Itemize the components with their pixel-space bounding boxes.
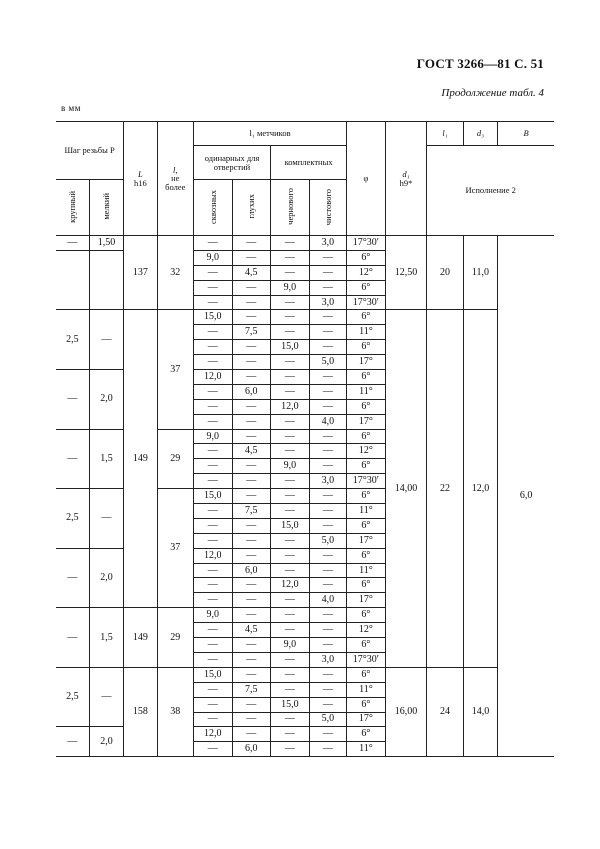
- l1-through-cell: —: [193, 325, 232, 340]
- phi-cell: 11°: [347, 325, 386, 340]
- l1-blind-cell: —: [232, 608, 271, 623]
- l1-rough-cell: —: [271, 548, 310, 563]
- l1-through-cell: —: [193, 652, 232, 667]
- l1-blind-cell: 4,5: [232, 444, 271, 459]
- d1-cell: 12,50: [385, 236, 427, 310]
- l1-through-cell: —: [193, 593, 232, 608]
- l1-finish-cell: —: [309, 399, 347, 414]
- length-L-cell: 137: [124, 236, 157, 310]
- l1-rough-cell: —: [271, 474, 310, 489]
- l1-finish-cell: 5,0: [309, 712, 347, 727]
- l1-finish-cell: —: [309, 280, 347, 295]
- l1-through-cell: —: [193, 414, 232, 429]
- finish-header: чистового: [309, 180, 347, 236]
- phi-cell: 6°: [347, 548, 386, 563]
- table-row: [56, 667, 554, 682]
- length-l-cell: 29: [157, 429, 193, 489]
- rough-header: чернового: [271, 180, 310, 236]
- l1-rough-cell: —: [271, 250, 310, 265]
- l1-through-cell: —: [193, 623, 232, 638]
- fine-header: мелкий: [89, 180, 123, 236]
- l1-finish-cell: —: [309, 340, 347, 355]
- phi-cell: 17°30′: [347, 236, 386, 251]
- phi-cell: 11°: [347, 504, 386, 519]
- l1-through-cell: 15,0: [193, 310, 232, 325]
- phi-cell: 17°: [347, 355, 386, 370]
- l1-finish-cell: 3,0: [309, 295, 347, 310]
- length-l-cell: 37: [157, 489, 193, 608]
- pitch-coarse-cell: —: [56, 370, 89, 430]
- l1-blind-cell: —: [232, 280, 271, 295]
- l1-through-cell: —: [193, 533, 232, 548]
- l1-finish-cell: 3,0: [309, 652, 347, 667]
- l1-blind-cell: —: [232, 667, 271, 682]
- pitch-fine-cell: —: [89, 667, 123, 727]
- B-cell: 6,0: [498, 236, 554, 757]
- l1-finish-cell: —: [309, 489, 347, 504]
- l1-rough-cell: —: [271, 623, 310, 638]
- l1-rough-cell: —: [271, 652, 310, 667]
- pitch-coarse-cell: 2,5: [56, 667, 89, 727]
- l1-finish-cell: 4,0: [309, 593, 347, 608]
- length-L-cell: 158: [124, 667, 157, 756]
- l1-blind-cell: 4,5: [232, 265, 271, 280]
- l1-rough-cell: —: [271, 444, 310, 459]
- l1-blind-cell: —: [232, 727, 271, 742]
- l1-finish-cell: —: [309, 459, 347, 474]
- units-label: в мм: [61, 103, 81, 113]
- phi-cell: 17°30′: [347, 295, 386, 310]
- l1-rough-cell: —: [271, 370, 310, 385]
- l1-through-cell: —: [193, 697, 232, 712]
- l1-finish-cell: 5,0: [309, 355, 347, 370]
- l1-through-cell: —: [193, 682, 232, 697]
- pitch-fine-cell: [89, 250, 123, 310]
- phi-cell: 17°: [347, 593, 386, 608]
- l1-rough-cell: —: [271, 593, 310, 608]
- l1-finish-cell: —: [309, 682, 347, 697]
- l1-through-cell: 9,0: [193, 608, 232, 623]
- l1-rough-cell: —: [271, 355, 310, 370]
- l1-blind-cell: 7,5: [232, 504, 271, 519]
- l1-rough-cell: —: [271, 295, 310, 310]
- d3-cell: 14,0: [463, 667, 497, 756]
- l1-through-cell: —: [193, 399, 232, 414]
- phi-cell: 6°: [347, 727, 386, 742]
- l1-through-cell: —: [193, 265, 232, 280]
- length-l-cell: 37: [157, 310, 193, 429]
- pitch-coarse-cell: —: [56, 236, 89, 251]
- length-L-cell: 149: [124, 608, 157, 668]
- l1-rough-cell: —: [271, 533, 310, 548]
- l1-finish-cell: 3,0: [309, 236, 347, 251]
- d3-cell: 12,0: [463, 310, 497, 667]
- l1-rough-cell: 9,0: [271, 459, 310, 474]
- phi-cell: 6°: [347, 518, 386, 533]
- phi-cell: 17°: [347, 712, 386, 727]
- l1-finish-cell: —: [309, 578, 347, 593]
- coarse-header: крупный: [56, 180, 89, 236]
- phi-cell: 6°: [347, 370, 386, 385]
- pitch-fine-cell: 2,0: [89, 548, 123, 608]
- l1-blind-cell: —: [232, 236, 271, 251]
- l1-blind-cell: —: [232, 489, 271, 504]
- phi-cell: 6°: [347, 310, 386, 325]
- table-row: [56, 310, 554, 325]
- phi-cell: 17°: [347, 533, 386, 548]
- l1-finish-cell: —: [309, 325, 347, 340]
- l1-through-cell: —: [193, 518, 232, 533]
- l1-through-cell: 15,0: [193, 667, 232, 682]
- l1-blind-cell: 6,0: [232, 742, 271, 757]
- l1-rough-cell: —: [271, 563, 310, 578]
- l1-rough-cell: —: [271, 429, 310, 444]
- phi-cell: 12°: [347, 444, 386, 459]
- l1-rough-cell: 9,0: [271, 638, 310, 653]
- l1-through-cell: —: [193, 474, 232, 489]
- l1-rough-cell: —: [271, 489, 310, 504]
- d3-cell: 11,0: [463, 236, 497, 310]
- l1-through-cell: —: [193, 459, 232, 474]
- l1-finish-cell: —: [309, 697, 347, 712]
- l1-through-cell: —: [193, 504, 232, 519]
- l1-finish-cell: —: [309, 429, 347, 444]
- l1-blind-cell: —: [232, 459, 271, 474]
- phi-cell: 11°: [347, 384, 386, 399]
- l1-through-cell: 12,0: [193, 548, 232, 563]
- l1-through-cell: —: [193, 712, 232, 727]
- pitch-coarse-cell: 2,5: [56, 310, 89, 370]
- l1-finish-cell: —: [309, 310, 347, 325]
- l1-finish-cell: —: [309, 250, 347, 265]
- l1-rough-cell: —: [271, 414, 310, 429]
- l1-rough-cell: —: [271, 742, 310, 757]
- l1-blind-cell: —: [232, 414, 271, 429]
- l1-blind-cell: —: [232, 340, 271, 355]
- l1-rough-cell: 15,0: [271, 697, 310, 712]
- l1-through-cell: —: [193, 384, 232, 399]
- l1-finish-cell: 5,0: [309, 533, 347, 548]
- l1-blind-cell: 7,5: [232, 682, 271, 697]
- l1-rough-cell: —: [271, 667, 310, 682]
- l1-finish-cell: —: [309, 548, 347, 563]
- length-l-cell: 32: [157, 236, 193, 310]
- table-row: [56, 236, 554, 251]
- phi-cell: 6°: [347, 280, 386, 295]
- l1-finish-cell: —: [309, 518, 347, 533]
- l1-header: l₁: [427, 122, 463, 146]
- l1-through-cell: —: [193, 638, 232, 653]
- phi-cell: 17°30′: [347, 474, 386, 489]
- l1-rough-cell: —: [271, 384, 310, 399]
- l1-through-cell: 12,0: [193, 370, 232, 385]
- pitch-coarse-cell: 2,5: [56, 489, 89, 549]
- l1-through-cell: —: [193, 355, 232, 370]
- l1-rough-cell: —: [271, 682, 310, 697]
- l1-through-cell: —: [193, 742, 232, 757]
- l1-blind-cell: —: [232, 399, 271, 414]
- l1-finish-cell: —: [309, 563, 347, 578]
- l1-finish-cell: —: [309, 638, 347, 653]
- phi-cell: 6°: [347, 399, 386, 414]
- pitch-coarse-cell: —: [56, 429, 89, 489]
- l1-through-cell: 9,0: [193, 250, 232, 265]
- l1-finish-cell: 4,0: [309, 414, 347, 429]
- l1-through-cell: 15,0: [193, 489, 232, 504]
- l1-blind-cell: —: [232, 429, 271, 444]
- l1-blind-cell: —: [232, 370, 271, 385]
- pitch-coarse-cell: [56, 250, 89, 310]
- execution-header: Исполнение 2: [427, 146, 554, 236]
- length-l-header: l, не более: [157, 122, 193, 236]
- pitch-coarse-cell: —: [56, 608, 89, 668]
- l1-blind-cell: —: [232, 548, 271, 563]
- tap-dimensions-table: [56, 121, 554, 757]
- l1-blind-cell: 4,5: [232, 623, 271, 638]
- l1-rough-cell: —: [271, 608, 310, 623]
- pitch-fine-cell: 1,5: [89, 429, 123, 489]
- pitch-fine-cell: 1,50: [89, 236, 123, 251]
- phi-cell: 6°: [347, 459, 386, 474]
- d1-header: d₁ h9*: [385, 122, 427, 236]
- l1-blind-cell: —: [232, 638, 271, 653]
- l1-finish-cell: —: [309, 623, 347, 638]
- phi-cell: 6°: [347, 429, 386, 444]
- d1-cell: 16,00: [385, 667, 427, 756]
- blind-header: глухих: [232, 180, 271, 236]
- pitch-fine-cell: 2,0: [89, 370, 123, 430]
- phi-cell: 6°: [347, 489, 386, 504]
- l1-rough-cell: 12,0: [271, 399, 310, 414]
- l1-rough-cell: 15,0: [271, 518, 310, 533]
- phi-header: φ: [347, 122, 386, 236]
- l1-blind-cell: —: [232, 578, 271, 593]
- single-holes-header: одинарных для отверстий: [193, 146, 270, 180]
- phi-cell: 12°: [347, 265, 386, 280]
- d1-cell: 14,00: [385, 310, 427, 667]
- l1-through-cell: —: [193, 444, 232, 459]
- l1-blind-cell: 6,0: [232, 563, 271, 578]
- l1-blind-cell: —: [232, 295, 271, 310]
- l1-finish-cell: —: [309, 727, 347, 742]
- through-header: сквозных: [193, 180, 232, 236]
- l1-rough-cell: —: [271, 727, 310, 742]
- thread-pitch-header: Шаг резьбы P: [56, 122, 124, 180]
- l1-rough-cell: —: [271, 236, 310, 251]
- l1-cell: 22: [427, 310, 463, 667]
- pitch-fine-cell: —: [89, 489, 123, 549]
- pitch-fine-cell: —: [89, 310, 123, 370]
- phi-cell: 6°: [347, 638, 386, 653]
- l1-cell: 24: [427, 667, 463, 756]
- l1-rough-cell: 12,0: [271, 578, 310, 593]
- l1-blind-cell: 6,0: [232, 384, 271, 399]
- phi-cell: 17°30′: [347, 652, 386, 667]
- l1-through-cell: —: [193, 340, 232, 355]
- phi-cell: 6°: [347, 608, 386, 623]
- l1-through-cell: 12,0: [193, 727, 232, 742]
- l1-blind-cell: —: [232, 533, 271, 548]
- l1-finish-cell: —: [309, 504, 347, 519]
- phi-cell: 6°: [347, 578, 386, 593]
- l1-blind-cell: —: [232, 518, 271, 533]
- l1-finish-cell: —: [309, 444, 347, 459]
- l1-rough-cell: —: [271, 325, 310, 340]
- phi-cell: 12°: [347, 623, 386, 638]
- l1-through-cell: —: [193, 236, 232, 251]
- l1-rough-cell: —: [271, 504, 310, 519]
- l1-finish-cell: —: [309, 667, 347, 682]
- l1-finish-cell: —: [309, 608, 347, 623]
- pitch-fine-cell: 1,5: [89, 608, 123, 668]
- l1-rough-cell: 15,0: [271, 340, 310, 355]
- l1-rough-cell: —: [271, 712, 310, 727]
- l1-rough-cell: 9,0: [271, 280, 310, 295]
- l1-blind-cell: 7,5: [232, 325, 271, 340]
- l1-finish-cell: —: [309, 742, 347, 757]
- phi-cell: 11°: [347, 742, 386, 757]
- l1-through-cell: —: [193, 578, 232, 593]
- phi-cell: 6°: [347, 697, 386, 712]
- l1-taps-header: l₁ метчиков: [193, 122, 346, 146]
- l1-finish-cell: —: [309, 370, 347, 385]
- l1-finish-cell: —: [309, 265, 347, 280]
- l1-finish-cell: —: [309, 384, 347, 399]
- phi-cell: 6°: [347, 340, 386, 355]
- l1-cell: 20: [427, 236, 463, 310]
- l1-blind-cell: —: [232, 652, 271, 667]
- l1-blind-cell: —: [232, 712, 271, 727]
- phi-cell: 17°: [347, 414, 386, 429]
- l1-finish-cell: 3,0: [309, 474, 347, 489]
- B-header: B: [498, 122, 554, 146]
- pitch-fine-cell: 2,0: [89, 727, 123, 757]
- l1-blind-cell: —: [232, 474, 271, 489]
- l1-blind-cell: —: [232, 355, 271, 370]
- l1-rough-cell: —: [271, 265, 310, 280]
- length-L-header: L h16: [124, 122, 157, 236]
- phi-cell: 6°: [347, 667, 386, 682]
- complete-header: комплектных: [271, 146, 347, 180]
- l1-blind-cell: —: [232, 250, 271, 265]
- l1-through-cell: —: [193, 563, 232, 578]
- table-continuation: Продолжение табл. 4: [441, 87, 544, 99]
- l1-rough-cell: —: [271, 310, 310, 325]
- pitch-coarse-cell: —: [56, 548, 89, 608]
- length-L-cell: 149: [124, 310, 157, 608]
- l1-through-cell: —: [193, 280, 232, 295]
- phi-cell: 11°: [347, 563, 386, 578]
- pitch-coarse-cell: —: [56, 727, 89, 757]
- length-l-cell: 38: [157, 667, 193, 756]
- l1-through-cell: 9,0: [193, 429, 232, 444]
- phi-cell: 11°: [347, 682, 386, 697]
- l1-blind-cell: —: [232, 310, 271, 325]
- l1-blind-cell: —: [232, 697, 271, 712]
- length-l-cell: 29: [157, 608, 193, 668]
- standard-number: ГОСТ 3266—81 С. 51: [416, 56, 544, 71]
- phi-cell: 6°: [347, 250, 386, 265]
- l1-through-cell: —: [193, 295, 232, 310]
- l1-blind-cell: —: [232, 593, 271, 608]
- d3-header: d₃: [463, 122, 497, 146]
